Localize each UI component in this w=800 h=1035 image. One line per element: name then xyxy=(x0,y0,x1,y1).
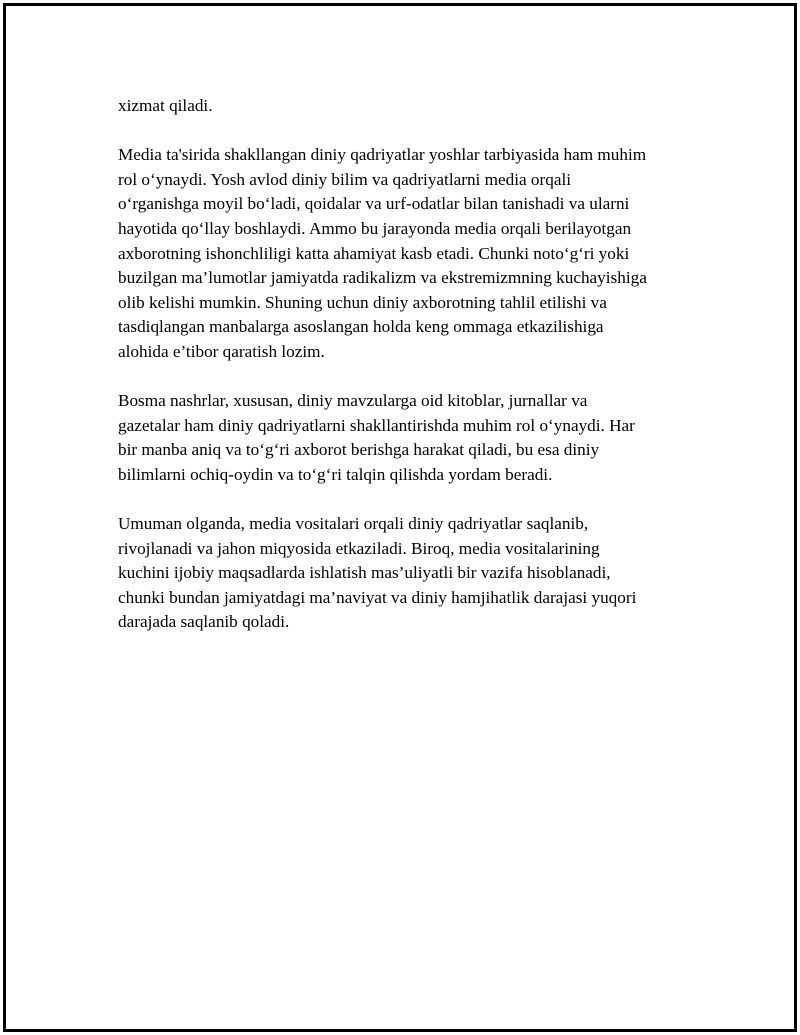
text-line: Bosma nashrlar, xususan, diniy mavzularga oid kitoblar, jurnallar va xyxy=(118,391,588,411)
text-line: kuchini ijobiy maqsadlarda ishlatish mas’uliyatli bir vazifa hisoblanadi, xyxy=(118,563,611,583)
text-line: alohida e’tibor qaratish lozim. xyxy=(118,341,325,361)
paragraph-4 xyxy=(118,512,698,635)
paragraph-2 xyxy=(118,143,698,364)
paragraph-3 xyxy=(118,389,698,487)
text-line: buzilgan ma’lumotlar jamiyatda radikalizm va ekstremizmning kuchayishiga xyxy=(118,268,647,288)
text-line: hayotida qo‘llay boshlaydi. Ammo bu jarayonda media orqali berilayotgan xyxy=(118,218,632,238)
text-line: bilimlarni ochiq-oydin va to‘g‘ri talqin qilishda yordam beradi. xyxy=(118,464,553,484)
text-line: chunki bundan jamiyatdagi ma’naviyat va diniy hamjihatlik darajasi yuqori xyxy=(118,587,637,607)
paragraph-1 xyxy=(118,94,698,119)
text-line: rol o‘ynaydi. Yosh avlod diniy bilim va qadriyatlarni media orqali xyxy=(118,169,572,189)
text-line: o‘rganishga moyil bo‘ladi, qoidalar va urf-odatlar bilan tanishadi va ularni xyxy=(118,194,630,214)
text-line: darajada saqlanib qoladi. xyxy=(118,612,290,632)
text-line: tasdiqlangan manbalarga asoslangan holda keng ommaga etkazilishiga xyxy=(118,317,604,337)
text-line: olib kelishi mumkin. Shuning uchun diniy axborotning tahlil etilishi va xyxy=(118,292,607,312)
document-body xyxy=(118,94,698,660)
text-line: gazetalar ham diniy qadriyatlarni shakllantirishda muhim rol o‘ynaydi. Har xyxy=(118,415,635,435)
text-line: rivojlanadi va jahon miqyosida etkaziladi. Biroq, media vositalarining xyxy=(118,538,600,558)
text-line: xizmat qiladi. xyxy=(118,96,213,115)
text-line: Media ta'sirida shakllangan diniy qadriyatlar yoshlar tarbiyasida ham muhim xyxy=(118,145,647,165)
text-line: Umuman olganda, media vositalari orqali diniy qadriyatlar saqlanib, xyxy=(118,514,589,534)
text-line: bir manba aniq va to‘g‘ri axborot berishga harakat qiladi, bu esa diniy xyxy=(118,440,600,460)
text-line: axborotning ishonchliligi katta ahamiyat kasb etadi. Chunki noto‘g‘ri yoki xyxy=(118,243,630,263)
